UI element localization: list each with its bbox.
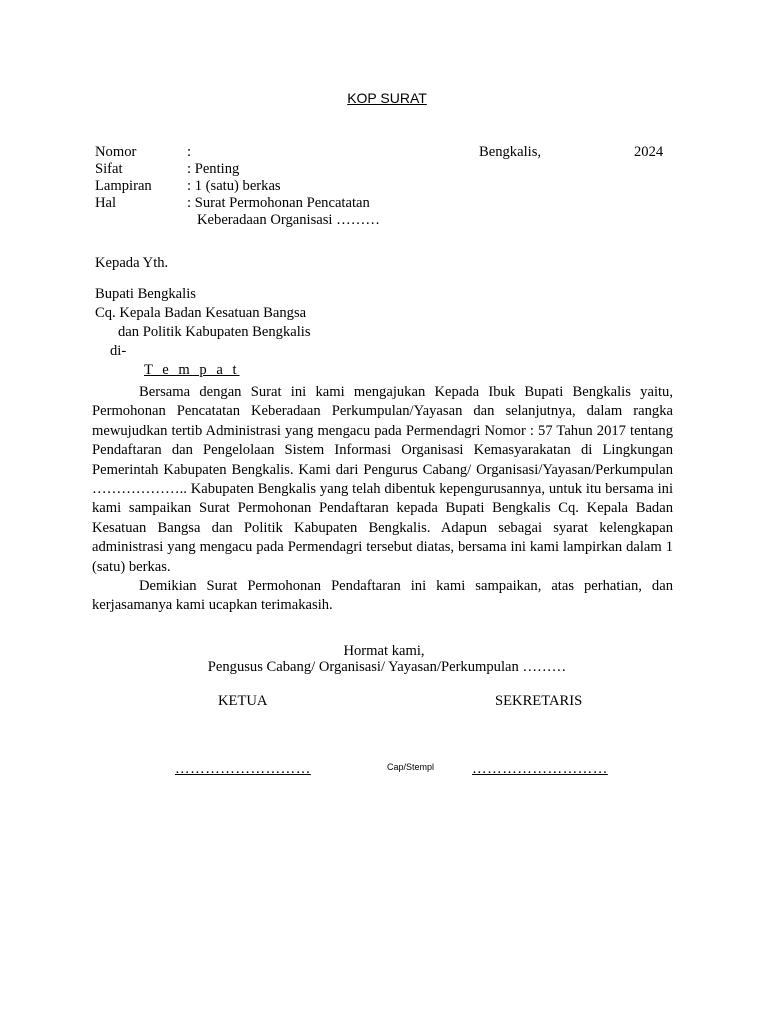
hal-value-line1: : Surat Permohonan Pencatatan (187, 195, 370, 211)
sifat-value: : Penting (187, 161, 240, 177)
closing-regards: Hormat kami, (343, 643, 425, 659)
recipient-line3: dan Politik Kabupaten Bengkalis (118, 324, 311, 340)
letter-body (92, 383, 673, 616)
lampiran-value: : 1 (satu) berkas (187, 178, 281, 194)
nomor-label: Nomor (95, 144, 137, 160)
stamp-placeholder: Cap/Stempl (387, 762, 435, 772)
body-paragraph-1: Bersama dengan Surat ini kami mengajukan Kepada Ibuk Bupati Bengkalis yaitu, Permohonan Pencatatan Keberadaan Perkumpulan/Yayasan dan selanjutnya, dalam rangka mewujudkan tertib Administrasi yang mengacu pada Permendagri Nomor : 57 Tahun 2017 tentang Pendaftaran dan Pengelolaan Sistem Informasi Organisasi Kemasyarakatan di Lingkungan Pemerintah Kabupaten Bengkalis. Kami dari Pengurus Cabang/ Organisasi/Yayasan/Perkumpulan ……………….. Kabupaten Bengkalis yang telah dibentuk kepengurusannya, untuk itu bersama ini kami sampaikan Surat Permohonan Pendaftaran kepada Bupati Bengkalis Cq. Kepala Badan Kesatuan Bangsa dan Politik Kabupaten Bengkalis. Adapun sebagai syarat kelengkapan administrasi yang mengacu pada Permendagri tersebut diatas, bersama ini kami lampirkan dalam 1 (satu) berkas. (92, 384, 673, 575)
recipient-line2: Cq. Kepala Badan Kesatuan Bangsa (95, 305, 307, 321)
recipient-tempat: T e m p a t (144, 362, 240, 378)
sekretaris-title: SEKRETARIS (495, 693, 583, 709)
body-paragraph-2: Demikian Surat Permohonan Pendaftaran ini kami sampaikan, atas perhatian, dan kerjasamanya kami ucapkan terimakasih. (92, 578, 673, 614)
letter-year: 2024 (634, 144, 664, 160)
ketua-title: KETUA (218, 693, 268, 709)
recipient-di: di- (110, 343, 127, 359)
letterhead-title: KOP SURAT (347, 90, 427, 106)
sekretaris-signature-line: ……………………… (472, 761, 608, 777)
sifat-label: Sifat (95, 161, 123, 177)
hal-label: Hal (95, 195, 117, 211)
letter-place: Bengkalis, (479, 144, 542, 160)
closing-organization: Pengusus Cabang/ Organisasi/ Yayasan/Perkumpulan ……… (207, 659, 567, 675)
recipient-greeting: Kepada Yth. (95, 255, 169, 271)
nomor-value: : (187, 144, 192, 160)
hal-value-line2: Keberadaan Organisasi ……… (197, 212, 380, 228)
lampiran-label: Lampiran (95, 178, 152, 194)
ketua-signature-line: ……………………… (175, 761, 311, 777)
recipient-line1: Bupati Bengkalis (95, 286, 196, 302)
